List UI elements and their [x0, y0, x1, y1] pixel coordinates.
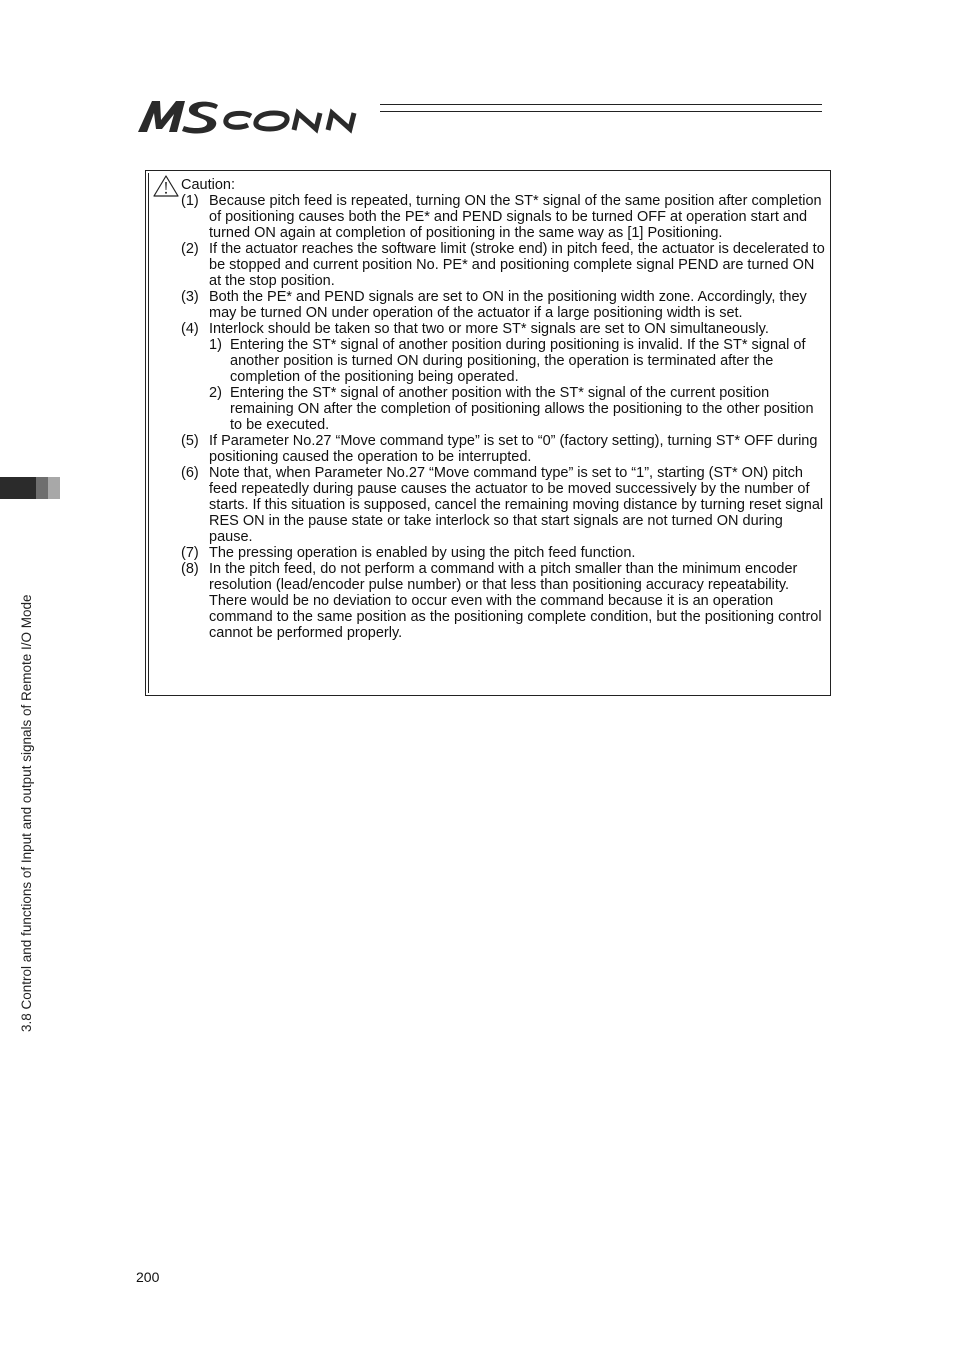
item-number: (2)	[181, 241, 199, 257]
caution-item-7	[181, 545, 827, 561]
item-text: Note that, when Parameter No.27 “Move command type” is set to “1”, starting (ST* ON) pitch feed repeatedly during pause causes the actuator to be moved successively by the number of starts. If this situation is supposed, cancel the remaining moving distance by turning reset signal RES ON in the pause state or take interlock so that start signals are not turned ON during pause.	[209, 465, 824, 545]
caution-item-5	[181, 433, 827, 465]
subitem-number: 1)	[209, 337, 222, 353]
item-text: Both the PE* and PEND signals are set to ON in the positioning width zone. Accordingly, they may be turned ON under operation of the actuator if a large positioning width is set.	[209, 289, 807, 321]
item-number: (4)	[181, 321, 199, 337]
tab-block-mid	[36, 477, 48, 499]
subitem-number: 2)	[209, 385, 222, 401]
caution-item-2	[181, 241, 827, 289]
caution-item-4	[181, 321, 827, 433]
caution-title: Caution:	[181, 177, 236, 193]
subitem-text: Entering the ST* signal of another position with the ST* signal of the current position remaining ON after the completion of positioning allows the positioning to the other position to be executed.	[230, 385, 814, 433]
item-text: If the actuator reaches the software limit (stroke end) in pitch feed, the actuator is decelerated to be stopped and current position No. PE* and positioning complete signal PEND are turned ON at the stop position.	[209, 241, 825, 289]
caution-item-8	[181, 561, 827, 641]
caution-item-1	[181, 193, 827, 241]
item-number: (1)	[181, 193, 199, 209]
caution-subitem-1	[209, 337, 827, 385]
caution-item-3	[181, 289, 827, 321]
item-text: The pressing operation is enabled by using the pitch feed function.	[209, 545, 636, 561]
tab-block-light	[48, 477, 60, 499]
subitem-text: Entering the ST* signal of another position during positioning is invalid. If the ST* signal of another position is turned ON during positioning, the operation is terminated after the completion of the positioning being operated.	[230, 337, 806, 385]
item-text: In the pitch feed, do not perform a command with a pitch smaller than the minimum encoder resolution (lead/encoder pulse number) or that less than positioning accuracy repeatability.	[209, 561, 798, 593]
header-rule-bottom	[380, 111, 822, 112]
item-extra-text: There would be no deviation to occur even with the command because it is an operation command to the same position as the positioning complete condition, but the positioning control cannot be performed properly.	[209, 593, 822, 641]
item-text: Because pitch feed is repeated, turning ON the ST* signal of the same position after completion of positioning causes both the PE* and PEND signals to be turned OFF at operation start and turned ON again at completion of positioning in the same way as [1] Positioning.	[209, 193, 822, 241]
caution-item-6	[181, 465, 827, 545]
section-tab-marker	[0, 477, 60, 499]
item-text: If Parameter No.27 “Move command type” is set to “0” (factory setting), turning ST* OFF during positioning caused the operation to be interrupted.	[209, 433, 818, 465]
mscon-logo	[136, 96, 368, 138]
section-side-title: 3.8 Control and functions of Input and output signals of Remote I/O Mode	[19, 594, 34, 1032]
page-number: 200	[136, 1269, 160, 1285]
caution-subitem-2	[209, 385, 827, 433]
item-number: (8)	[181, 561, 199, 577]
item-number: (6)	[181, 465, 199, 481]
item-number: (5)	[181, 433, 199, 449]
item-number: (7)	[181, 545, 199, 561]
mscon-logo-icon	[136, 96, 368, 138]
header-rule-top	[380, 104, 822, 105]
tab-block-dark	[0, 477, 36, 499]
caution-list	[181, 193, 827, 641]
warning-triangle-icon	[152, 174, 180, 198]
item-text: Interlock should be taken so that two or more ST* signals are set to ON simultaneously.	[209, 321, 769, 337]
item-number: (3)	[181, 289, 199, 305]
